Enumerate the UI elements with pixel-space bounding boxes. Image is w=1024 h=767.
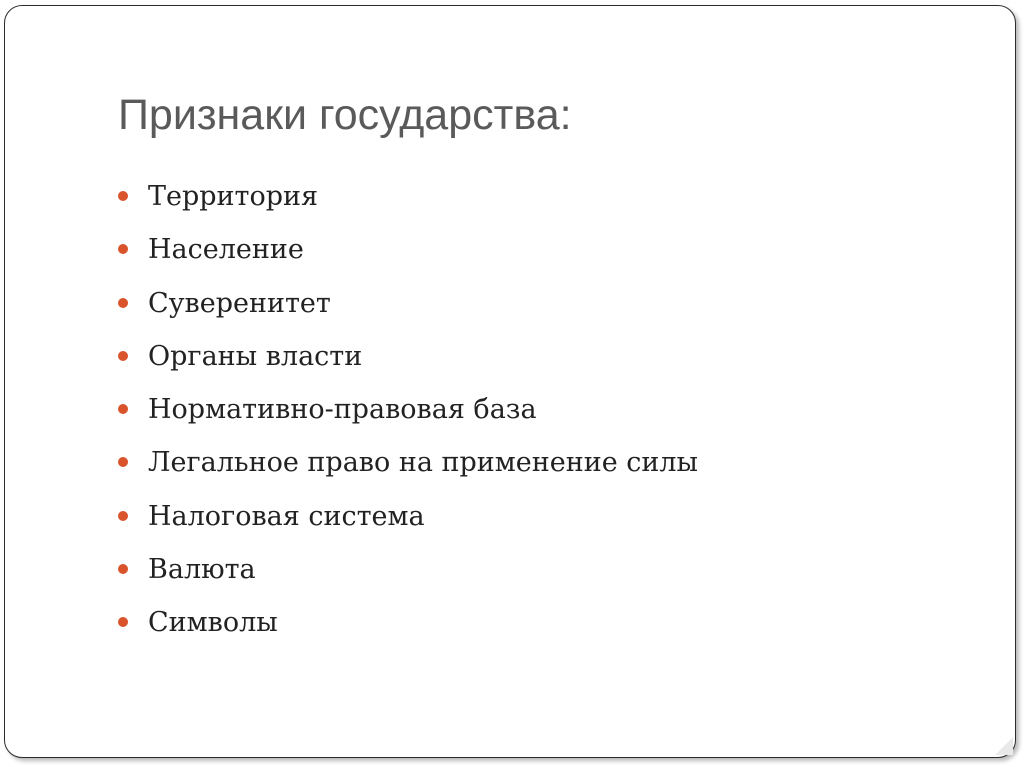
bullet-icon	[118, 404, 128, 414]
slide-title: Признаки государства:	[118, 91, 572, 139]
list-item-label: Органы власти	[148, 340, 363, 372]
bullet-icon	[118, 457, 128, 467]
page-fold-corner	[995, 737, 1013, 755]
bullet-icon	[118, 351, 128, 361]
list-item-label: Валюта	[148, 554, 256, 586]
list-item-label: Легальное право на применение силы	[148, 447, 699, 479]
bullet-icon	[118, 617, 128, 627]
bullet-icon	[118, 298, 128, 308]
bullet-icon	[118, 244, 128, 254]
list-item	[118, 383, 698, 436]
list-item-label: Налоговая система	[148, 500, 425, 532]
list-item-label: Население	[148, 234, 304, 266]
bullet-icon	[118, 191, 128, 201]
bullet-list	[118, 170, 698, 650]
list-item-label: Символы	[148, 607, 278, 639]
list-item-label: Территория	[148, 181, 319, 212]
bullet-icon	[118, 564, 128, 574]
list-item	[118, 596, 698, 649]
slide	[4, 5, 1016, 758]
bullet-icon	[118, 511, 128, 521]
list-item	[118, 223, 698, 276]
list-item	[118, 170, 698, 223]
list-item-label: Суверенитет	[148, 287, 331, 319]
list-item-label: Нормативно-правовая база	[148, 394, 537, 426]
list-item	[118, 543, 698, 596]
list-item	[118, 436, 698, 489]
list-item	[118, 277, 698, 330]
list-item	[118, 490, 698, 543]
list-item	[118, 330, 698, 383]
